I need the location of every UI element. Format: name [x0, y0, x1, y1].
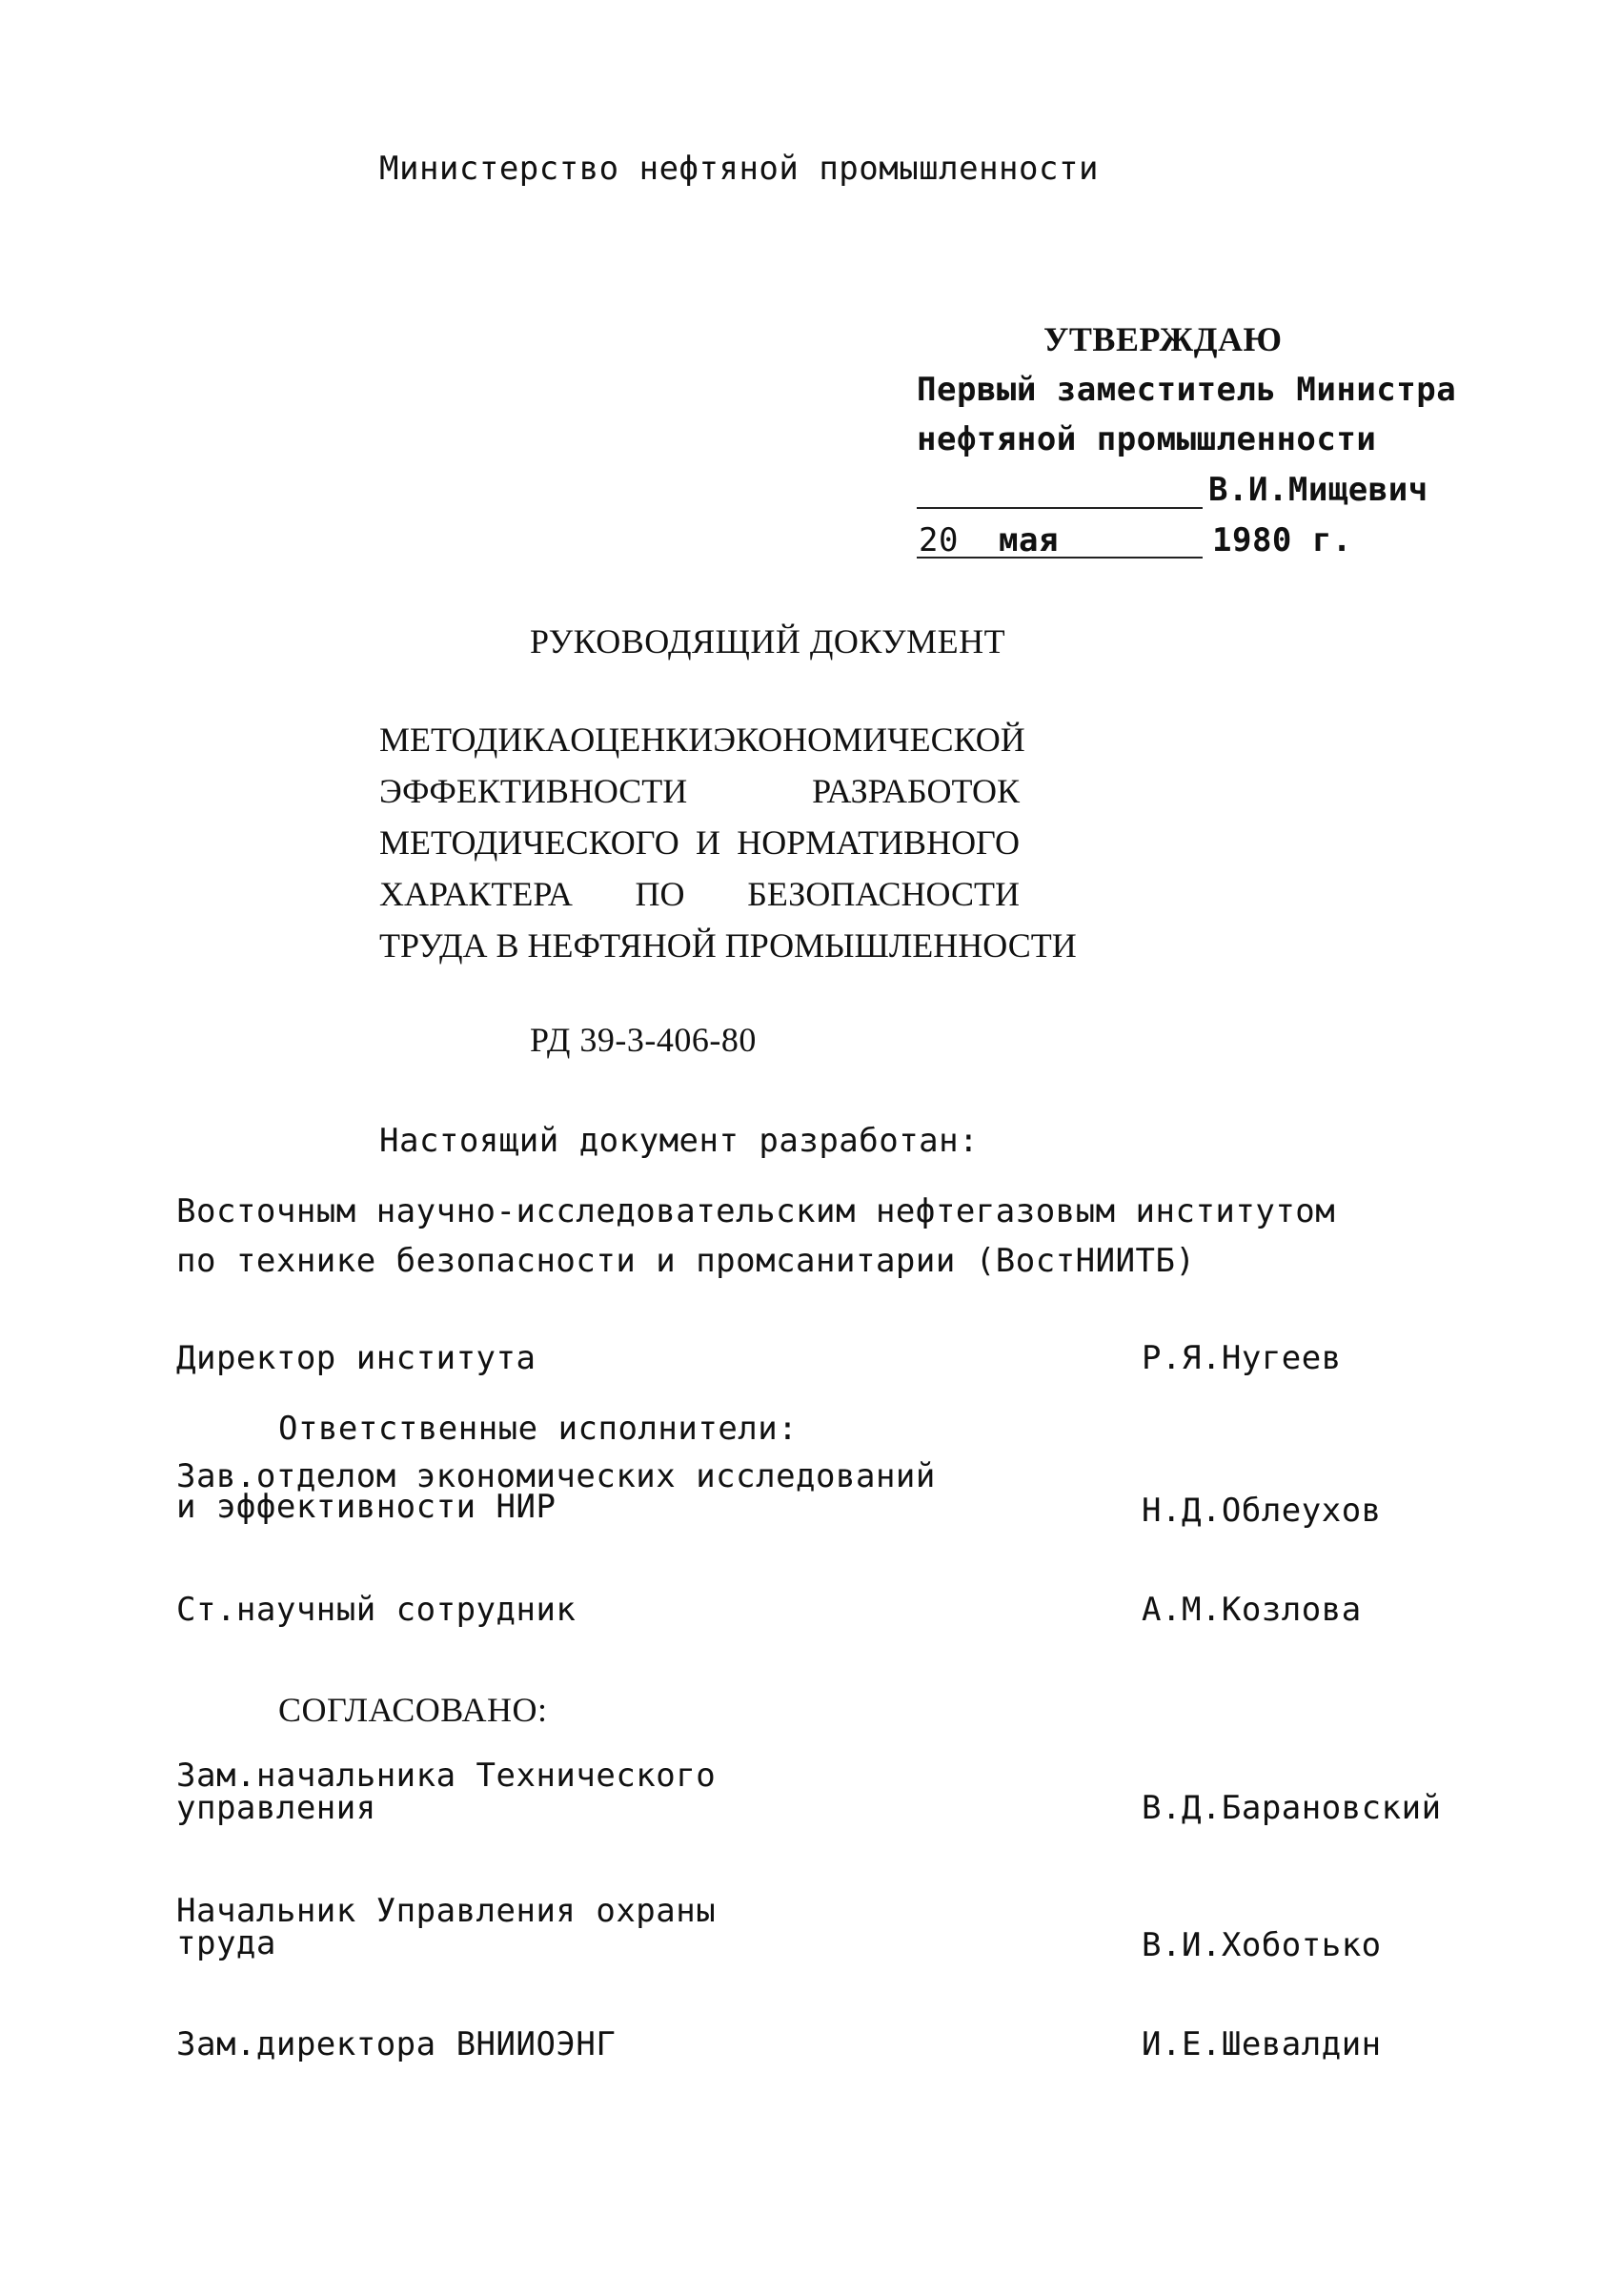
title-word: НОРМАТИВНОГО: [737, 823, 1020, 862]
executor2-name: А.М.Козлова: [1142, 1591, 1362, 1629]
date-line: [917, 557, 1203, 559]
title-word: МЕТОДИЧЕСКОГО: [379, 823, 679, 862]
approval-date-month: мая: [999, 521, 1059, 559]
director-role: Директор института: [176, 1339, 537, 1377]
title-line-1: [379, 721, 1025, 759]
title-word: ОЦЕНКИ: [570, 721, 714, 759]
document-type: РУКОВОДЯЩИЙ ДОКУМЕНТ: [530, 622, 1006, 660]
agreed1-role-line1: Зам.начальника Технического: [176, 1757, 717, 1795]
executor1-name: Н.Д.Облеухов: [1142, 1492, 1382, 1530]
approval-signatory: В.И.Мищевич: [1208, 471, 1428, 509]
approval-date-day: 20: [919, 521, 959, 559]
agreed1-role-line2: управления: [176, 1789, 376, 1827]
developer-org-line1: Восточным научно-исследовательским нефтегазовым институтом: [176, 1192, 1336, 1230]
agreed3-name: И.Е.Шевалдин: [1142, 2025, 1382, 2063]
agreed2-role-line2: труда: [176, 1924, 276, 1962]
title-word: МЕТОДИКА: [379, 721, 571, 759]
ministry-header: Министерство нефтяной промышленности: [379, 150, 1099, 188]
developer-org-line2: по технике безопасности и промсанитарии (ВостНИИТБ): [176, 1242, 1196, 1280]
title-word: ЭФФЕКТИВНОСТИ: [379, 772, 688, 810]
title-line-4: [379, 877, 1020, 911]
title-word: И: [695, 823, 720, 862]
executors-heading: Ответственные исполнители:: [278, 1410, 799, 1448]
title-word: ТРУДА В НЕФТЯНОЙ ПРОМЫШЛЕННОСТИ: [379, 926, 1077, 965]
signature-line: [917, 507, 1203, 509]
executor1-role-line2: и эффективности НИР: [176, 1488, 557, 1526]
executor2-role: Ст.научный сотрудник: [176, 1591, 577, 1629]
agreed2-role-line1: Начальник Управления охраны: [176, 1892, 717, 1930]
developer-intro: Настоящий документ разработан:: [379, 1122, 980, 1160]
approval-stamp: УТВЕРЖДАЮ: [1043, 320, 1283, 358]
approval-date-year: 1980 г.: [1212, 521, 1352, 559]
title-line-5: [379, 926, 1077, 965]
agreed2-name: В.И.Хоботько: [1142, 1926, 1382, 1964]
agreed-heading: СОГЛАСОВАНО:: [278, 1691, 548, 1729]
title-word: ХАРАКТЕРА: [379, 875, 573, 913]
approval-position-line2: нефтяной промышленности: [917, 420, 1377, 458]
document-code: РД 39-3-406-80: [530, 1021, 757, 1059]
agreed1-name: В.Д.Барановский: [1142, 1789, 1442, 1827]
title-word: РАЗРАБОТОК: [812, 772, 1020, 810]
title-line-2: [379, 774, 1020, 808]
approval-position-line1: Первый заместитель Министра: [917, 371, 1457, 409]
director-name: Р.Я.Нугеев: [1142, 1339, 1342, 1377]
title-word: ЭКОНОМИЧЕСКОЙ: [713, 721, 1025, 759]
executor1-role-line1: Зав.отделом экономических исследований: [176, 1457, 936, 1495]
agreed3-role: Зам.директора ВНИИОЭНГ: [176, 2025, 617, 2063]
title-line-3: [379, 825, 1020, 860]
title-word: БЕЗОПАСНОСТИ: [747, 875, 1020, 913]
title-word: ПО: [635, 875, 685, 913]
